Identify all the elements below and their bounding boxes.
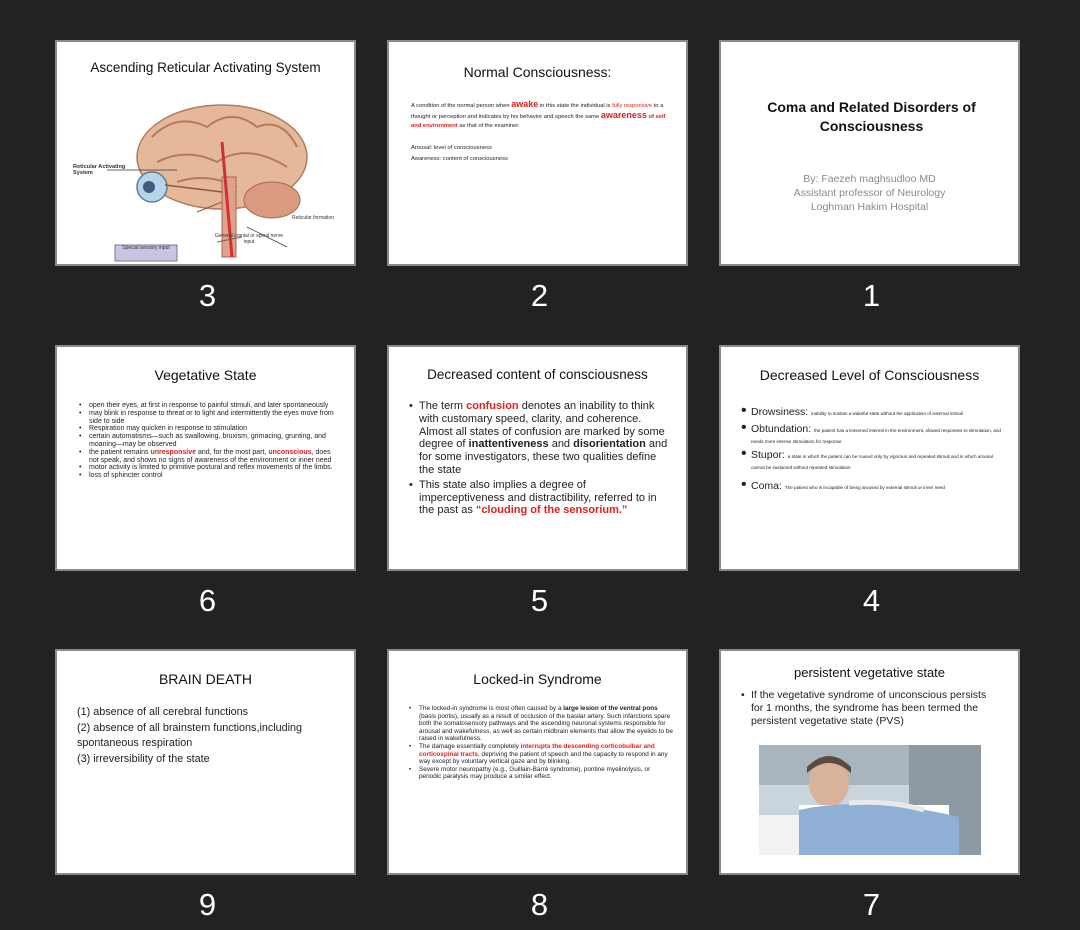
highlight-unresponsive: unresponsive: [150, 448, 196, 456]
slide-preview[interactable]: [55, 649, 356, 875]
slide-body: [741, 689, 993, 728]
author-line: By: Faezeh maghsudloo MD: [803, 173, 936, 185]
text-run: (basis pontis), usually as a result of occlusion of the basilar artery. Such infarctions spare both the somatosensory pathways and the ascending neuronal systems responsible for arousal and wakefulness, as well as certain midbrain elements that allow the eyelids to be raised in wakefulness.: [419, 712, 673, 743]
role-line: Assistant professor of Neurology: [793, 187, 946, 199]
ras-label: Reticular Activating System: [73, 164, 126, 177]
slide-number: 9: [198, 887, 217, 922]
slide-title: persistent vegetative state: [793, 665, 946, 680]
slide-number: 2: [530, 278, 549, 313]
highlight-ventral-pons: large lesion of the ventral pons: [563, 705, 658, 712]
bullet-item: [741, 424, 1007, 446]
slide-body: [741, 402, 1007, 494]
slide-preview[interactable]: [387, 40, 688, 266]
highlight-unconscious: unconscious: [268, 448, 312, 456]
text-run: The locked-in syndrome is most often caused by a: [419, 705, 564, 712]
slide-preview[interactable]: [719, 345, 1020, 571]
bullet-item: • Respiration may quicken in response to stimulation: [79, 425, 337, 433]
slide-preview[interactable]: [387, 345, 688, 571]
hospital-line: Loghman Hakim Hospital: [810, 201, 929, 213]
slide-body: [79, 402, 337, 480]
reticular-formation-label: Reticular formation: [292, 215, 334, 221]
definition: The patient who is incapable of being aroused by external stimuli or inner need: [784, 485, 945, 490]
term-drowsiness: Drowsiness:: [751, 406, 812, 418]
highlight-tracts: interrupts the descending corticobulbar and corticospinal tracts: [419, 742, 655, 758]
highlight-disorientation: disorientation: [573, 438, 646, 451]
slide-number: 7: [862, 887, 881, 922]
definition: inability to sustain a wakeful state without the application of external stimuli: [811, 411, 964, 416]
slide-title: BRAIN DEATH: [158, 671, 253, 687]
text-run: A condition of the normal person when: [411, 103, 512, 109]
bullet-item: [409, 400, 671, 477]
highlight-inattentiveness: inattentiveness: [468, 438, 549, 451]
slide-preview[interactable]: [55, 345, 356, 571]
patient-photo-icon: [759, 745, 981, 855]
slide-title: Vegetative State: [154, 367, 257, 383]
bullet-item: [741, 476, 1007, 494]
highlight-awake: awake: [511, 99, 539, 109]
slide-preview[interactable]: [719, 40, 1020, 266]
slide-title: Coma and Related Disorders of Consciousness: [767, 99, 976, 134]
term-stupor: Stupor:: [751, 449, 788, 461]
bullet-item: • If the vegetative syndrome of unconscious persists for 1 months, the syndrome has been termed the persistent vegetative state (PVS): [741, 689, 993, 728]
slide-preview[interactable]: [55, 40, 356, 266]
bullet-item: • loss of sphincter control: [79, 472, 337, 480]
slide-body: [409, 400, 671, 517]
awareness-line: Awareness: content of consciousness: [411, 156, 508, 162]
bullet-item: • Severe motor neuropathy (e.g., Guillain-Barré syndrome), pontine myelinolysis, or periodic paralysis may produce a similar effect.: [409, 766, 673, 781]
bullet-item: • open their eyes, at first in response to painful stimuli, and later spontaneously: [79, 402, 337, 410]
slide-number: 5: [530, 583, 549, 618]
term-obtundation: Obtundation:: [751, 423, 815, 435]
text-run: and: [548, 438, 574, 451]
sensory-input-label: Special sensory input: [122, 245, 170, 251]
slide-title: Decreased Level of Consciousness: [759, 367, 980, 383]
slide-preview[interactable]: [719, 649, 1020, 875]
text-run: and, for the most part,: [196, 448, 269, 456]
slide-preview[interactable]: [387, 649, 688, 875]
slide-number: 1: [862, 278, 881, 313]
arousal-line: Arousal: level of consciousness: [411, 145, 492, 151]
bullet-item: • certain automatisms—such as swallowing, bruxism, grimacing, grunting, and moaning—may be observed: [79, 433, 337, 449]
slide-title: Decreased content of consciousness: [427, 367, 648, 382]
list-item: (2) absence of all brainstem functions,including spontaneous respiration: [77, 721, 303, 749]
text-run: , does not speak, and shows no signs of awareness of the environment or inner need: [89, 448, 332, 464]
bullet-item: [409, 705, 673, 743]
bullet-item: • may blink in response to threat or to light and intermittently the eyes move from side to side: [79, 410, 337, 426]
text-run: as that of the examiner.: [457, 123, 520, 129]
bullet-item: [741, 450, 1007, 472]
bullet-item: [409, 743, 673, 766]
text-run: , depriving the patient of speech and the capacity to respond in any way except by voluntary vertical gaze and by blinking.: [419, 750, 668, 766]
definition: a state in which the patient can be roused only by vigorous and repeated stimuli and in which arousal cannot be sustained without repeated stimulation: [751, 454, 993, 470]
list-item: (1) absence of all cerebral functions: [77, 706, 249, 718]
text-run: and for some investigators, these two qualities define the state: [419, 438, 668, 476]
text-run: to a thought or perception and indicates by his behavior and speech the same: [411, 103, 664, 120]
slide-number: 6: [198, 583, 217, 618]
text-run: The term: [419, 400, 467, 412]
slide-title: Normal Consciousness:: [463, 64, 612, 80]
highlight-self-environment: of self and environment: [411, 114, 666, 129]
slide-body: [411, 100, 669, 131]
term-coma: Coma:: [751, 480, 785, 492]
slide-title: Ascending Reticular Activating System: [90, 60, 321, 75]
highlight-clouding: “clouding of the sensorium.”: [475, 504, 628, 517]
cranial-input-label: General cranial or spinal nerve input: [214, 233, 284, 245]
text-run: in this state the individual is: [538, 103, 613, 109]
slide-number: 4: [862, 583, 881, 618]
text-run: denotes an inability to think with customary speed, clarity, and coherence. Almost all states of confusion are marked by some degree of: [419, 400, 665, 451]
text-run: This state also implies a degree of imperceptiveness and distractibility, referred to in the past as: [419, 478, 657, 517]
slide-body: [77, 705, 339, 767]
definition: the patient has a lessened interest in the environment, slowed responses to stimulation, and needs more intense stimulation for response: [751, 428, 1001, 444]
bullet-item: [409, 479, 671, 517]
highlight-confusion: confusion: [466, 400, 519, 412]
slide-title: Locked-in Syndrome: [473, 671, 602, 687]
slide-number: 3: [198, 278, 217, 313]
bullet-item: [79, 449, 337, 465]
highlight-fully-responsive: fully responsive: [612, 103, 653, 109]
text-run: The damage essentially completely: [419, 742, 521, 750]
list-item: (3) irreversibility of the state: [77, 752, 210, 765]
bullet-item: [741, 402, 1007, 420]
slide-number: 8: [530, 887, 549, 922]
text-run: the patient remains: [89, 448, 151, 456]
highlight-awareness: awareness: [600, 110, 647, 120]
bullet-item: • motor activity is limited to primitive postural and reflex movements of the limbs.: [79, 464, 337, 472]
slide-body: [409, 705, 673, 781]
